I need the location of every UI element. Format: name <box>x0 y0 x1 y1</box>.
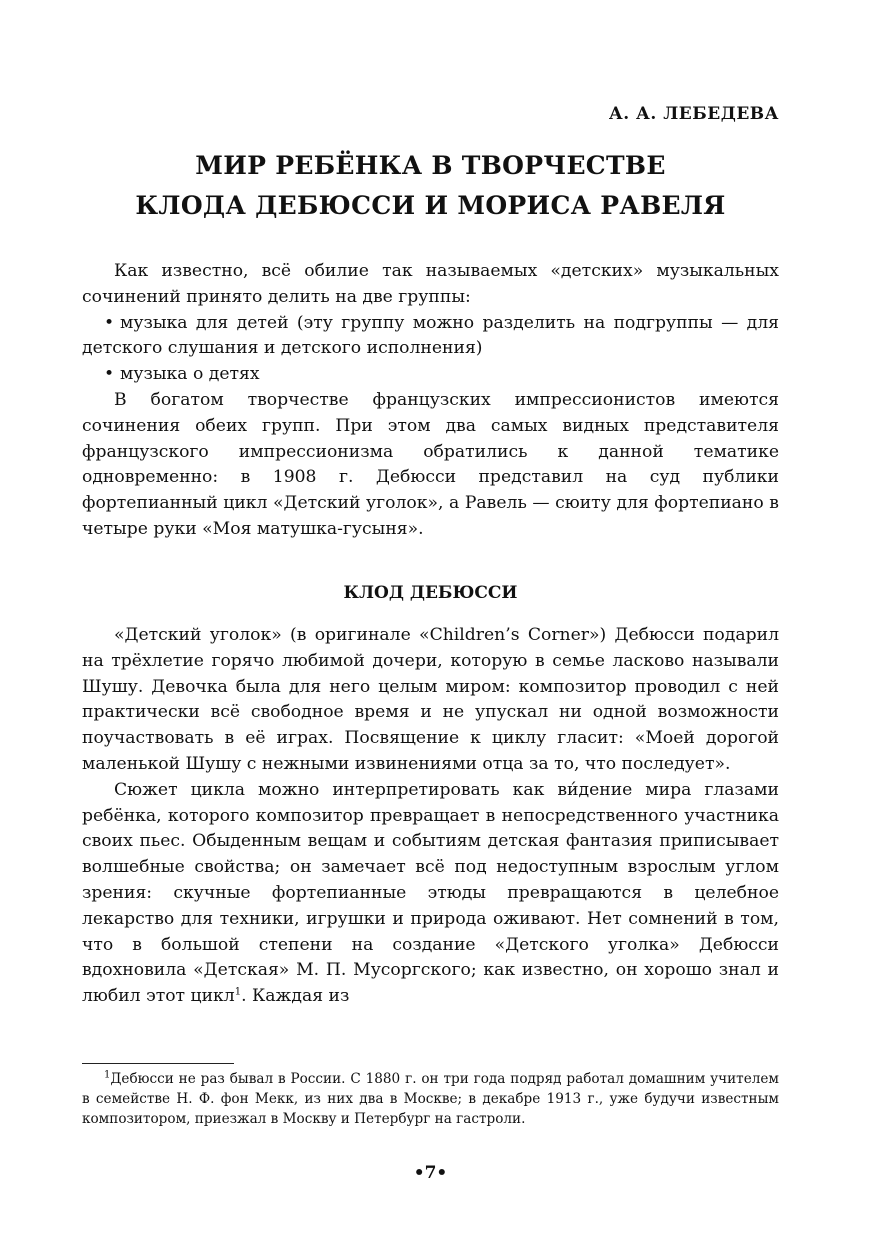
bullet-item-2 <box>82 362 779 388</box>
footnote-reference[interactable]: 1 <box>234 986 242 998</box>
paragraph-2-tail: . Каждая из <box>241 986 350 1007</box>
footnote <box>82 1069 779 1129</box>
title-line-2: КЛОДА ДЕБЮССИ И МОРИСА РАВЕЛЯ <box>135 191 726 220</box>
book-page <box>82 0 779 1241</box>
intro-text <box>82 259 779 543</box>
section-paragraph-2 <box>82 778 779 1010</box>
article-title <box>82 146 779 226</box>
bullet-icon: • <box>104 312 115 333</box>
intro-paragraph: Как известно, всё обилие так называемых «детских» музыкальных сочинений принято делить на две группы: <box>82 261 779 307</box>
paragraph-2-text: Сюжет цикла можно интерпретировать как ви́дение мира глазами ребёнка, которого композитор превращает в непосредственного участника своих пьес. Обыденным вещам и событиям детская фантазия приписывает волшебные свойства; он замечает всё под недоступным взрослым углом зрения: скучные фортепианные этюды превращаются в целебное лекарство для техники, игрушки и природа оживают. Нет сомнений в том, что в большой степени на создание «Детского уголка» Дебюсси вдохновила «Детская» М. П. Мусоргского; как известно, он хорошо знал и любил этот цикл <box>82 779 779 1007</box>
author-name: А. А. ЛЕБЕДЕВА <box>608 104 779 124</box>
footnote-divider <box>82 1063 234 1064</box>
section-heading: КЛОД ДЕБЮССИ <box>343 583 518 603</box>
footnote-marker: 1 <box>104 1069 111 1081</box>
page-number: •7• <box>413 1163 448 1183</box>
bullet-icon: • <box>104 364 115 385</box>
bullet-text-2: музыка о детях <box>120 364 260 385</box>
bullet-text-1: музыка для детей (эту группу можно разделить на подгруппы — для детского слушания и детского исполнения) <box>82 312 779 359</box>
footnote-text: Дебюсси не раз бывал в России. С 1880 г. он три года подряд работал домашним учителем в семействе Н. Ф. фон Мекк, из них два в Москве; в декабре 1913 г., уже будучи известным композитором, приезжал в Москву и Петербург на гастроли. <box>82 1071 779 1127</box>
intro-paragraph-2: В богатом творчестве французских импрессионистов имеются сочинения обеих групп. При этом два самых видных представителя французского импрессионизма обратились к данной тематике одновременно: в 1908 г. Дебюсси представил на суд публики фортепианный цикл «Детский уголок», а Равель — сюиту для фортепиано в четыре руки «Моя матушка-гусыня». <box>82 389 779 539</box>
bullet-item-1 <box>82 311 779 363</box>
section-paragraph-1: «Детский уголок» (в оригинале «Children’s Corner») Дебюсси подарил на трёхлетие горячо любимой дочери, которую в семье ласково называли Шушу. Девочка была для него целым миром: композитор проводил с ней практически всё свободное время и не упускал ни одной возможности поучаствовать в её играх. Посвящение к циклу гласит: «Моей дорогой маленькой Шушу с нежными извинениями отца за то, что последует». <box>82 625 779 774</box>
title-line-1: МИР РЕБЁНКА В ТВОРЧЕСТВЕ <box>195 151 666 180</box>
section-text <box>82 623 779 1010</box>
